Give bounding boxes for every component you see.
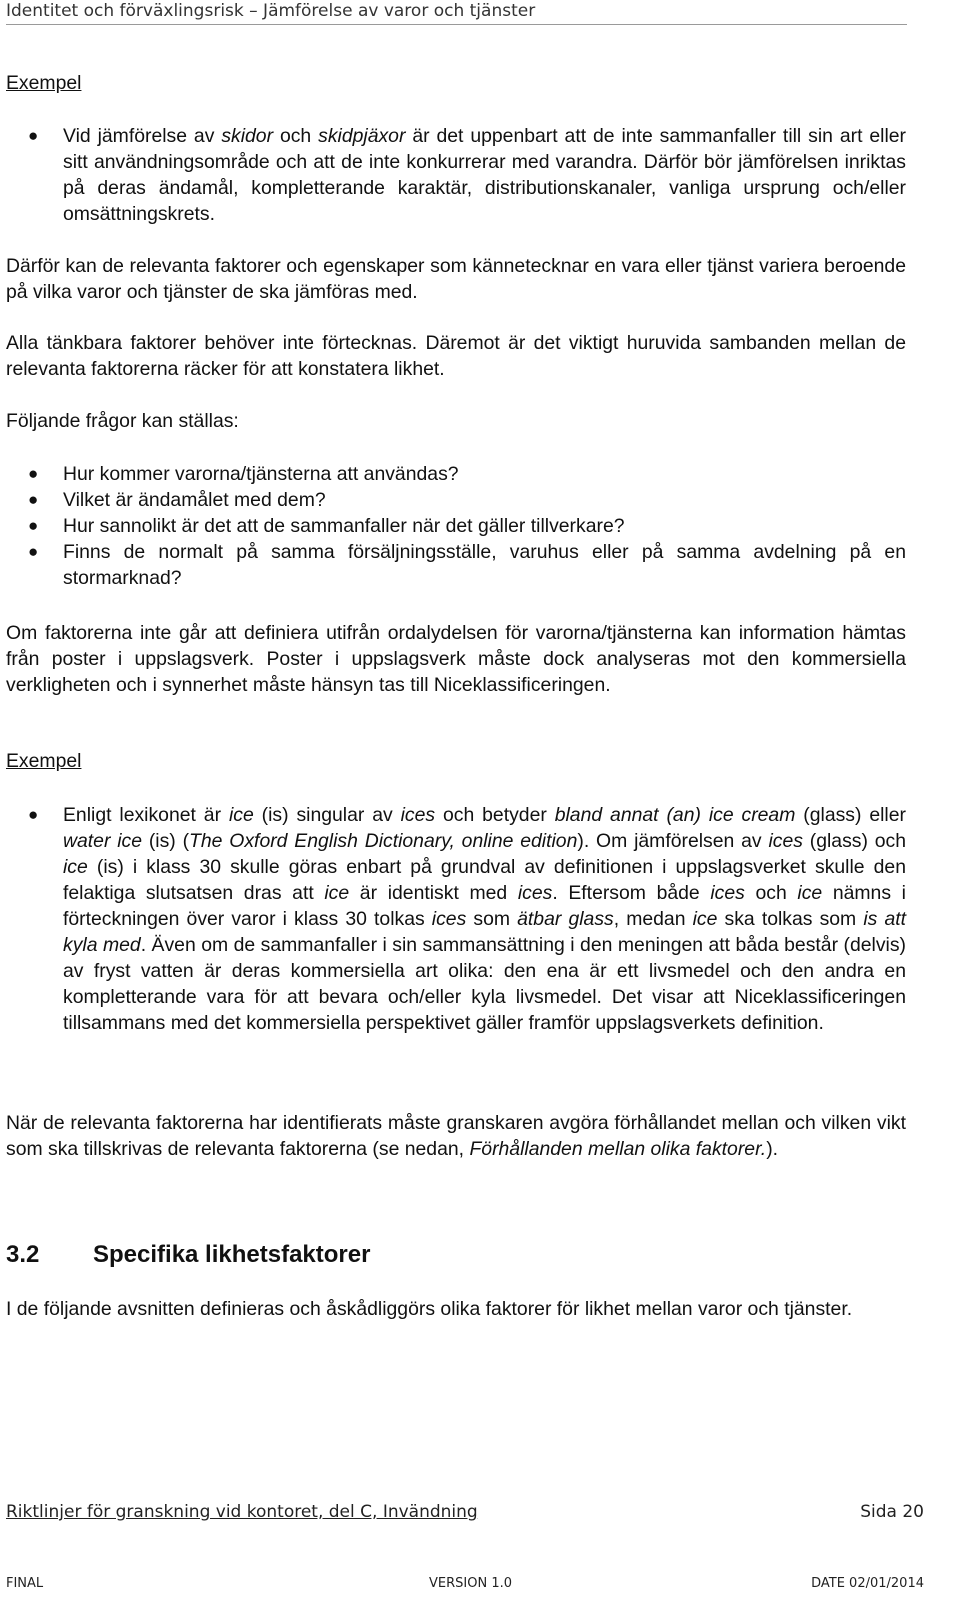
- footer-version: VERSION 1.0: [429, 1576, 512, 1591]
- question-item: ● Hur sannolikt är det att de sammanfaller när det gäller tillverkare?: [28, 515, 625, 537]
- example-1-list: [6, 123, 906, 227]
- footer-page-number: Sida 20: [860, 1502, 924, 1522]
- section-heading: [6, 1240, 370, 1270]
- footer-doc-title: Riktlinjer för granskning vid kontoret, del C, Invändning: [6, 1502, 478, 1522]
- paragraph-factors: Därför kan de relevanta faktorer och egenskaper som kännetecknar en vara eller tjänst variera beroende på vilka varor och tjänster de ska jämföras med.: [6, 255, 906, 303]
- footer-status: FINAL: [6, 1576, 44, 1591]
- paragraph-encyclopedia: Om faktorerna inte går att definiera utifrån ordalydelsen för varorna/tjänsterna kan information hämtas från poster i uppslagsverk. Poster i uppslagsverk måste dock analyseras mot den kommersiella verkligheten och i synnerhet måste hänsyn tas till Niceklassificeringen.: [6, 622, 906, 696]
- footer-date: DATE 02/01/2014: [811, 1576, 924, 1591]
- bullet-icon: ●: [28, 542, 39, 561]
- bullet-icon: ●: [28, 805, 39, 824]
- example-2-item: ● Enligt lexikonet är ice (is) singular av ices och betyder bland annat (an) ice cream (glass) eller water ice (is) (The Oxford English Dictionary, online edition). Om jämförelsen av ices (glass) och ice (is) i klass 30 skulle göras enbart på grundval av definitionen i uppslagsverket skulle den felaktiga slutsatsen dras att ice är identiskt med ices. Eftersom både ices och ice nämns i förteckningen över varor i klass 30 tolkas ices som ätbar glass, medan ice ska tolkas som is att kyla med. Även om de sammanfaller i sin sammansättning i den meningen att båda består (delvis) av fryst vatten är deras kommersiella art olika: den ena är ett livsmedel och den andra en kompletterande vara för att bevara och/eller kyla livsmedel. Det visar att Niceklassificeringen tillsammans med det kommersiella perspektivet gäller framför uppslagsverkets definition.: [28, 804, 906, 1034]
- example-heading-2: Exempel: [6, 750, 82, 772]
- question-item: ● Finns de normalt på samma försäljningsställe, varuhus eller på samma avdelning på en stormarknad?: [28, 541, 906, 589]
- header-title: Identitet och förväxlingsrisk – Jämförelse av varor och tjänster: [6, 1, 536, 21]
- questions-list: [6, 461, 906, 591]
- bullet-icon: ●: [28, 126, 39, 145]
- running-header: [6, 0, 907, 25]
- section-number: 3.2: [6, 1241, 40, 1268]
- bullet-icon: ●: [28, 516, 39, 535]
- bullet-icon: ●: [28, 464, 39, 483]
- paragraph-questions-intro: Följande frågor kan ställas:: [6, 410, 239, 432]
- example-2-list: [6, 802, 906, 1036]
- bullet-icon: ●: [28, 490, 39, 509]
- question-item: ● Hur kommer varorna/tjänsterna att användas?: [28, 463, 459, 485]
- footer-meta: [6, 1575, 924, 1593]
- paragraph-weighting: När de relevanta faktorerna har identifierats måste granskaren avgöra förhållandet mellan och vilken vikt som ska tillskrivas de relevanta faktorerna (se nedan, Förhållanden mellan olika faktorer.).: [6, 1112, 906, 1160]
- example-1-item: ● Vid jämförelse av skidor och skidpjäxor är det uppenbart att de inte sammanfaller till sin art eller sitt användningsområde och att de inte konkurrerar med varandra. Därför bör jämförelsen inriktas på deras ändamål, kompletterande karaktär, distributionskanaler, vanliga ursprung och/eller omsättningskrets.: [28, 125, 907, 225]
- question-item: ● Vilket är ändamålet med dem?: [28, 489, 326, 511]
- section-title: Specifika likhetsfaktorer: [93, 1241, 371, 1268]
- footer-main: [6, 1500, 924, 1524]
- paragraph-sections: I de följande avsnitten definieras och åskådliggörs olika faktorer för likhet mellan varor och tjänster.: [6, 1298, 853, 1320]
- paragraph-all-factors: Alla tänkbara faktorer behöver inte förtecknas. Däremot är det viktigt huruvida sambanden mellan de relevanta faktorerna räcker för att konstatera likhet.: [6, 332, 906, 380]
- example-heading-1: Exempel: [6, 72, 82, 94]
